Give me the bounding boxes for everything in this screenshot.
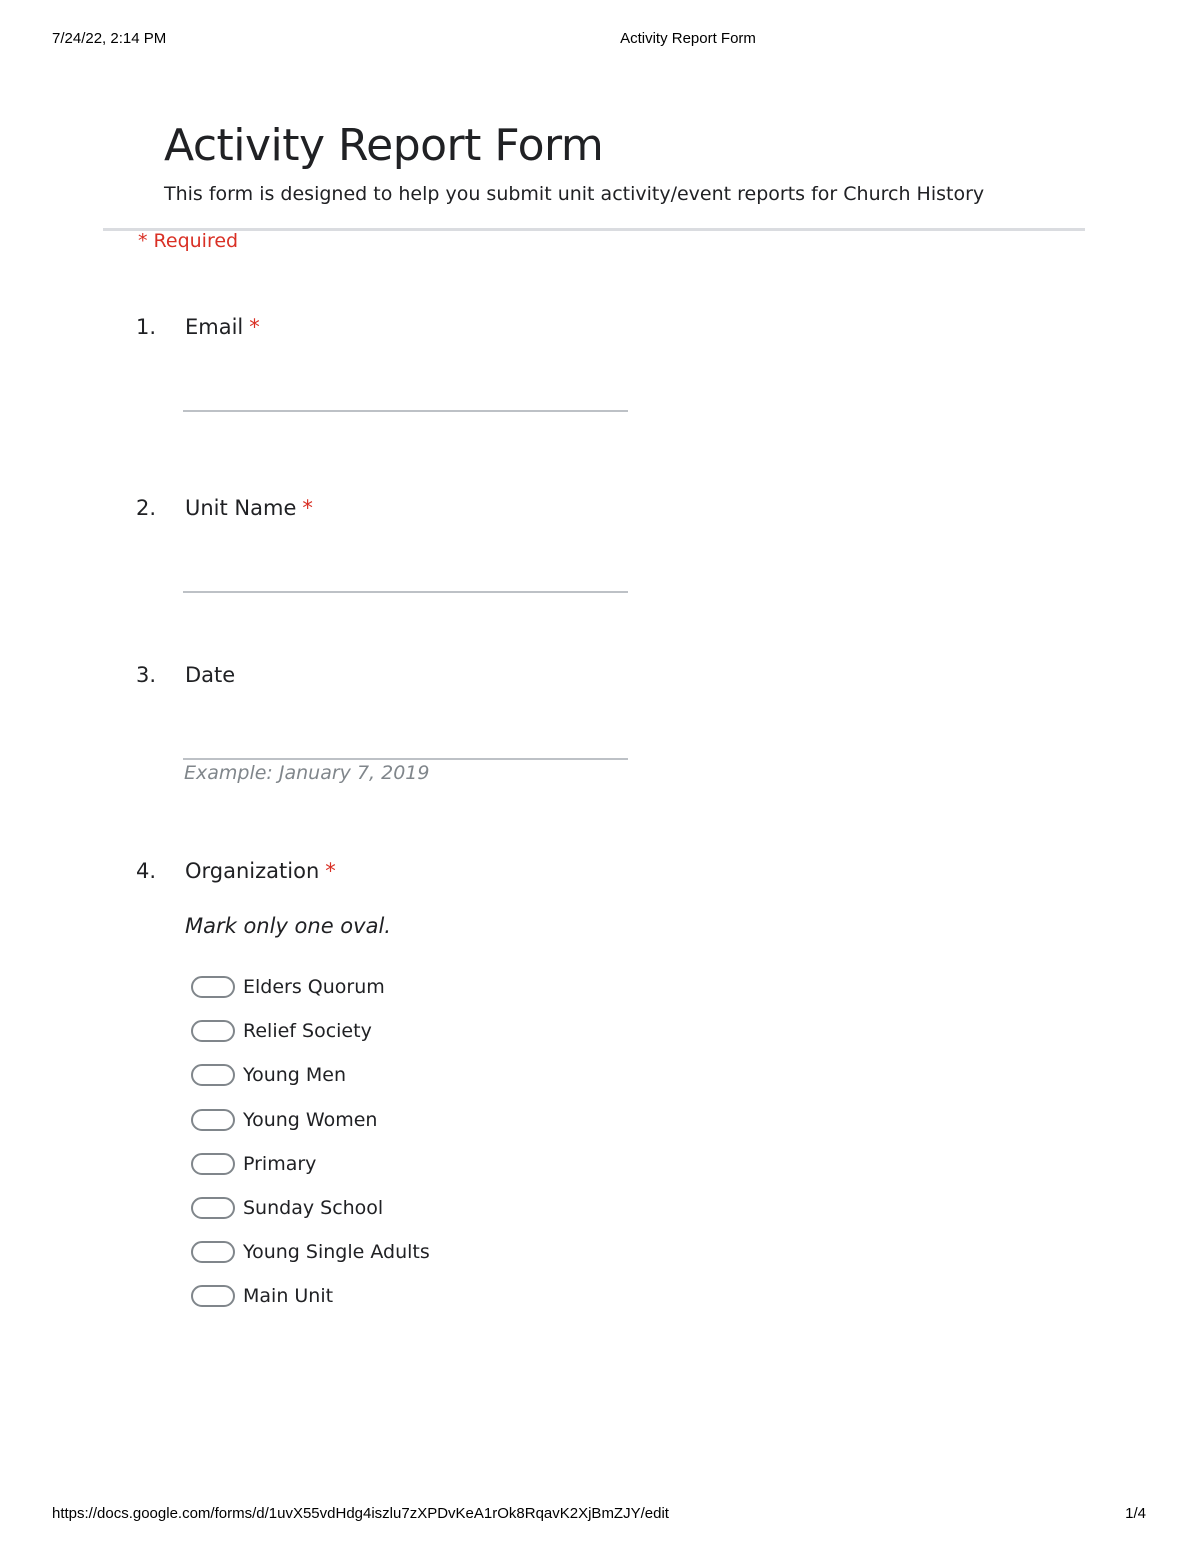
radio-oval[interactable] bbox=[191, 1064, 235, 1086]
mark-instruction: Mark only one oval. bbox=[185, 914, 391, 938]
print-datetime: 7/24/22, 2:14 PM bbox=[52, 30, 167, 47]
option-label: Young Men bbox=[243, 1064, 347, 1086]
email-answer-line[interactable] bbox=[183, 410, 628, 412]
option-label: Young Single Adults bbox=[243, 1241, 430, 1263]
option-young-single-adults[interactable] bbox=[191, 1237, 430, 1267]
option-primary[interactable] bbox=[191, 1149, 316, 1179]
form-description: This form is designed to help you submit unit activity/event reports for Church History bbox=[164, 183, 985, 205]
radio-oval[interactable] bbox=[191, 1153, 235, 1175]
option-label: Primary bbox=[243, 1153, 317, 1175]
question-title-text: Unit Name bbox=[185, 496, 297, 520]
radio-oval[interactable] bbox=[191, 976, 235, 998]
option-main-unit[interactable] bbox=[191, 1281, 333, 1311]
print-page-number: 1/4 bbox=[1125, 1505, 1146, 1522]
option-label: Sunday School bbox=[243, 1197, 384, 1219]
option-label: Elders Quorum bbox=[243, 976, 385, 998]
print-url: https://docs.google.com/forms/d/1uvX55vdHdg4iszlu7zXPDvKeA1rOk8RqavK2XjBmZJY/edit bbox=[52, 1505, 669, 1522]
question-title bbox=[185, 496, 313, 520]
required-asterisk: * bbox=[325, 859, 336, 883]
print-page-title: Activity Report Form bbox=[620, 30, 756, 47]
radio-oval[interactable] bbox=[191, 1241, 235, 1263]
option-young-women[interactable] bbox=[191, 1105, 377, 1135]
question-title: Date bbox=[185, 663, 236, 687]
radio-oval[interactable] bbox=[191, 1285, 235, 1307]
question-title-text: Email bbox=[185, 315, 244, 339]
date-answer-line[interactable] bbox=[183, 758, 628, 760]
question-title bbox=[185, 859, 336, 883]
radio-oval[interactable] bbox=[191, 1109, 235, 1131]
question-number: 1. bbox=[136, 315, 157, 339]
required-asterisk: * bbox=[249, 315, 260, 339]
required-note: * Required bbox=[138, 230, 239, 252]
option-relief-society[interactable] bbox=[191, 1016, 372, 1046]
header-divider bbox=[103, 228, 1085, 231]
question-title-text: Organization bbox=[185, 859, 320, 883]
option-sunday-school[interactable] bbox=[191, 1193, 383, 1223]
option-young-men[interactable] bbox=[191, 1060, 346, 1090]
form-title: Activity Report Form bbox=[164, 120, 604, 171]
question-title bbox=[185, 315, 260, 339]
required-asterisk: * bbox=[302, 496, 313, 520]
question-number: 3. bbox=[136, 663, 157, 687]
option-label: Main Unit bbox=[243, 1285, 334, 1307]
unit-name-answer-line[interactable] bbox=[183, 591, 628, 593]
option-label: Relief Society bbox=[243, 1020, 372, 1042]
question-number: 2. bbox=[136, 496, 157, 520]
radio-oval[interactable] bbox=[191, 1020, 235, 1042]
radio-oval[interactable] bbox=[191, 1197, 235, 1219]
option-label: Young Women bbox=[243, 1109, 378, 1131]
date-example-hint: Example: January 7, 2019 bbox=[184, 762, 430, 784]
option-elders-quorum[interactable] bbox=[191, 972, 385, 1002]
question-number: 4. bbox=[136, 859, 157, 883]
